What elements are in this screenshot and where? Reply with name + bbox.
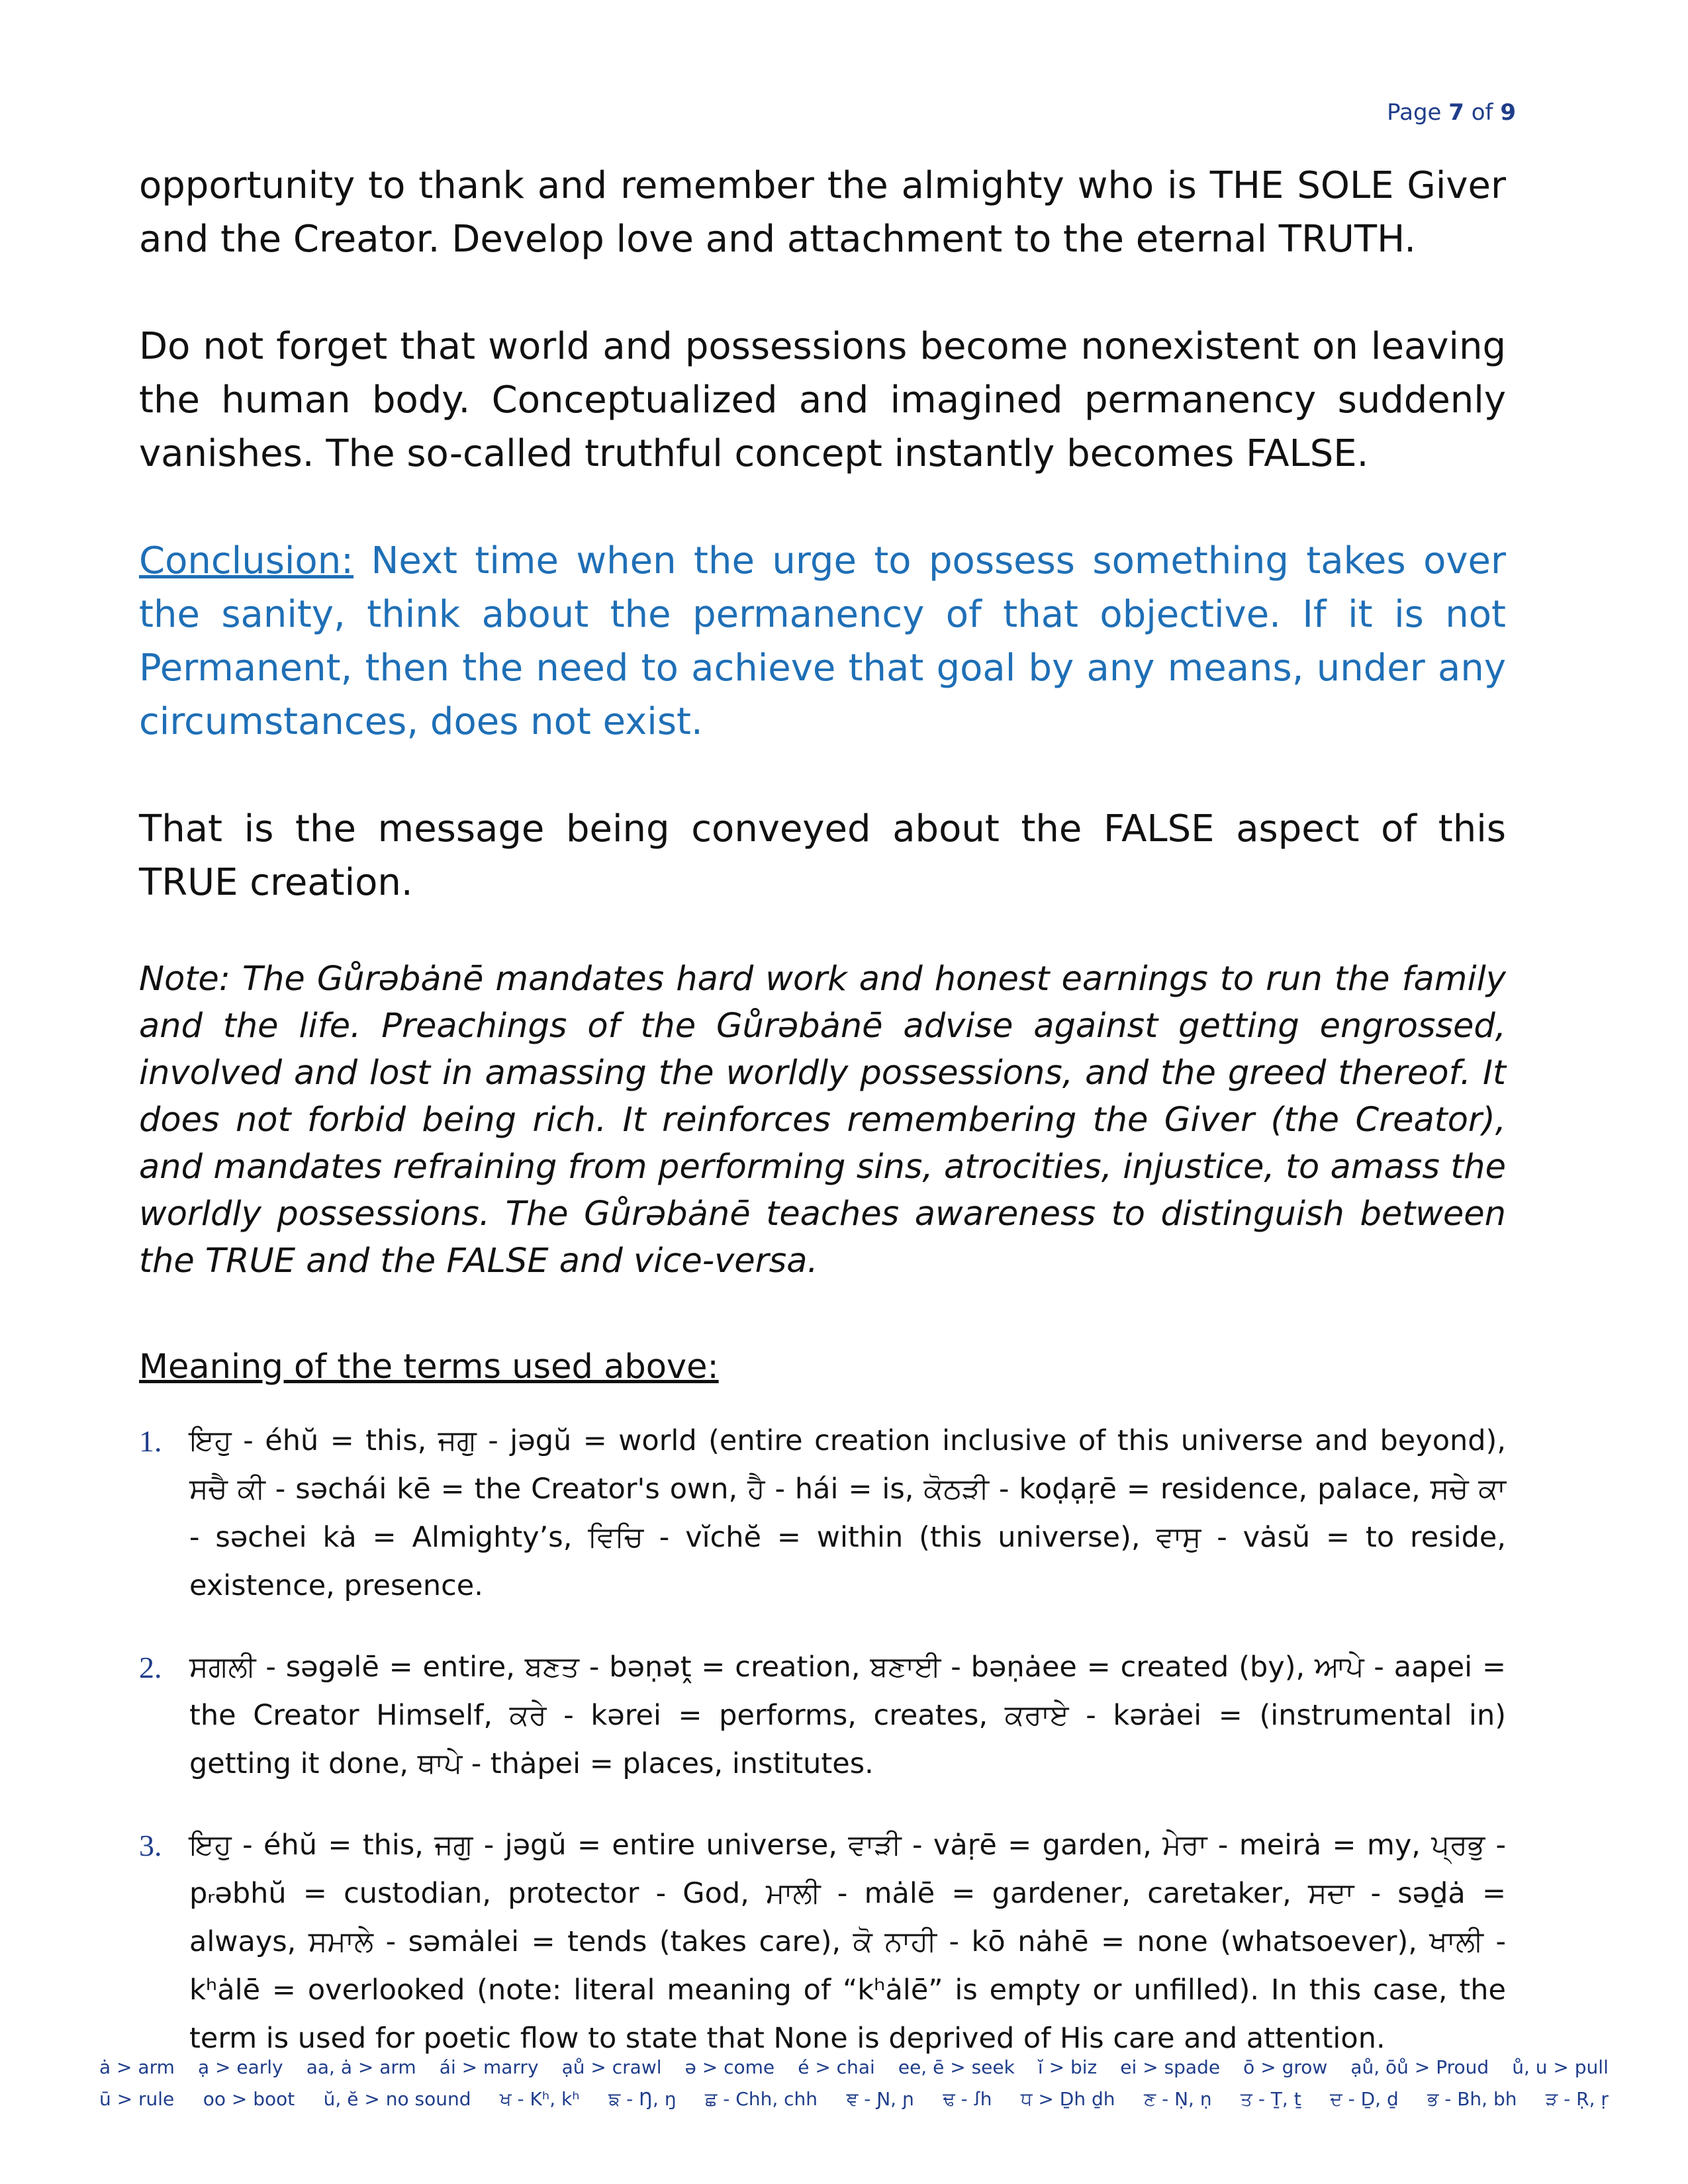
- terms-heading: Meaning of the terms used above:: [139, 1347, 719, 1387]
- key-row-1: [99, 2052, 1609, 2083]
- key-item: ĭ > biz: [1037, 2056, 1098, 2078]
- key-item: ਢ - ꭍh: [943, 2088, 992, 2110]
- key-item: ਛ - Chh, chh: [705, 2088, 818, 2110]
- key-item: ạů, ōů > Proud: [1350, 2056, 1489, 2078]
- key-item: ੜ - Ṛ, ṛ: [1545, 2088, 1609, 2110]
- list-item: [139, 1643, 1506, 1788]
- key-item: ਭ - Bh, bh: [1427, 2088, 1517, 2110]
- key-item: ȧ > arm: [99, 2056, 175, 2078]
- document-body: [139, 159, 1506, 2096]
- note-paragraph: Note: The Gůrəbȧnē mandates hard work and honest earnings to run the family and the life. Preachings of the Gůrəbȧnē advise against getting engrossed, involved and lost in amassing the worldly possessions, and the greed thereof. It does not forbid being rich. It reinforces remembering the Giver (the Creator), and mandates refraining from performing sins, atrocities, injustice, to amass the worldly possessions. The Gůrəbȧnē teaches awareness to distinguish between the TRUE and the FALSE and vice-versa.: [139, 960, 1506, 1281]
- page-total: 9: [1500, 99, 1516, 126]
- message-paragraph: That is the message being conveyed about the FALSE aspect of this TRUE creation.: [139, 807, 1506, 904]
- page-current: 7: [1448, 99, 1464, 126]
- list-item: [139, 1821, 1506, 2063]
- key-item: ạ > early: [197, 2056, 283, 2078]
- page-label: Page: [1387, 99, 1449, 126]
- paragraph: Do not forget that world and possessions become nonexistent on leaving the human body. Conceptualized and imagined permanency suddenly vanishes. The so-called truthful concept instantly becomes FALSE.: [139, 325, 1506, 475]
- key-item: ái > marry: [439, 2056, 539, 2078]
- key-item: ਤ - Ṯ, ṯ: [1241, 2088, 1301, 2110]
- transliteration-key: [99, 2052, 1609, 2115]
- key-item: oo > boot: [203, 2088, 295, 2110]
- list-number: 2.: [139, 1651, 162, 1684]
- page-number: [1387, 99, 1516, 126]
- conclusion-label: Conclusion:: [139, 539, 354, 582]
- key-item: ਧ > Ḏh ḏh: [1020, 2088, 1115, 2110]
- key-item: ei > spade: [1120, 2056, 1221, 2078]
- key-item: ee, ē > seek: [898, 2056, 1015, 2078]
- key-item: ạů > crawl: [561, 2056, 662, 2078]
- term-text: ਸਗਲੀ - səgəlē = entire, ਬਣਤ - bəṇəṱ = creation, ਬਣਾਈ - bəṇȧee = created (by), ਆਪੇ - aapei = the Creator Himself, ਕਰੇ - kərei = performs, creates, ਕਰਾਏ - kərȧei = (instrumental in) getting it done, ਥਾਪੇ - thȧpei = places, institutes.: [189, 1651, 1506, 1780]
- term-text: ਇਹੁ - éhŭ = this, ਜਗੁ - jəgŭ = world (entire creation inclusive of this universe and beyond), ਸਚੈ ਕੀ - səchái kē = the Creator's own, ਹੈ - hái = is, ਕੋਠੜੀ - koḍạṛē = residence, palace, ਸਚੇ ਕਾ - səchei kȧ = Almighty’s, ਵਿਚਿ - vĭchĕ = within (this universe), ਵਾਸੁ - vȧsŭ = to reside, existence, presence.: [189, 1424, 1506, 1602]
- list-number: 1.: [139, 1424, 162, 1458]
- conclusion-text: Next time when the urge to possess something takes over the sanity, think about the permanency of that objective. If it is not Permanent, then the need to achieve that goal by any means, under any circumstances, does not exist.: [139, 539, 1506, 743]
- key-item: ਙ - Ŋ, ŋ: [608, 2088, 677, 2110]
- key-item: ů, u > pull: [1512, 2056, 1609, 2078]
- key-item: ŭ, ĕ > no sound: [323, 2088, 471, 2110]
- list-number: 3.: [139, 1829, 162, 1862]
- conclusion-paragraph: [139, 534, 1506, 749]
- key-row-2: [99, 2083, 1609, 2115]
- paragraph: opportunity to thank and remember the almighty who is THE SOLE Giver and the Creator. Develop love and attachment to the eternal TRUTH.: [139, 164, 1506, 261]
- key-item: ū > rule: [99, 2088, 175, 2110]
- key-item: ਞ - Ɲ, ɲ: [846, 2088, 915, 2110]
- key-item: ō > grow: [1243, 2056, 1328, 2078]
- key-item: ਣ - Ṇ, ṇ: [1143, 2088, 1212, 2110]
- key-item: ə > come: [684, 2056, 775, 2078]
- terms-list: [139, 1417, 1506, 2063]
- list-item: [139, 1417, 1506, 1610]
- key-item: ਖ - Kʰ, kʰ: [499, 2088, 580, 2110]
- term-text: ਇਹੁ - éhŭ = this, ਜਗੁ - jəgŭ = entire universe, ਵਾੜੀ - vȧṛē = garden, ਮੇਰਾ - meirȧ = my, ਪ੍ਰਭੁ - pᵣəbhŭ = custodian, protector - God, ਮਾਲੀ - mȧlē = gardener, caretaker, ਸਦਾ - səḏȧ = always, ਸਮਾਲੇ - səmȧlei = tends (takes care), ਕੋ ਨਾਹੀ - kō nȧhē = none (whatsoever), ਖਾਲੀ - kʰȧlē = overlooked (note: literal meaning of “kʰȧlē” is empty or unfilled). In this case, the term is used for poetic flow to state that None is deprived of His care and attention.: [189, 1829, 1506, 2055]
- key-item: ਦ - Ḏ, ḏ: [1330, 2088, 1399, 2110]
- page-of-label: of: [1464, 99, 1501, 126]
- key-item: aa, ȧ > arm: [306, 2056, 416, 2078]
- key-item: é > chai: [798, 2056, 875, 2078]
